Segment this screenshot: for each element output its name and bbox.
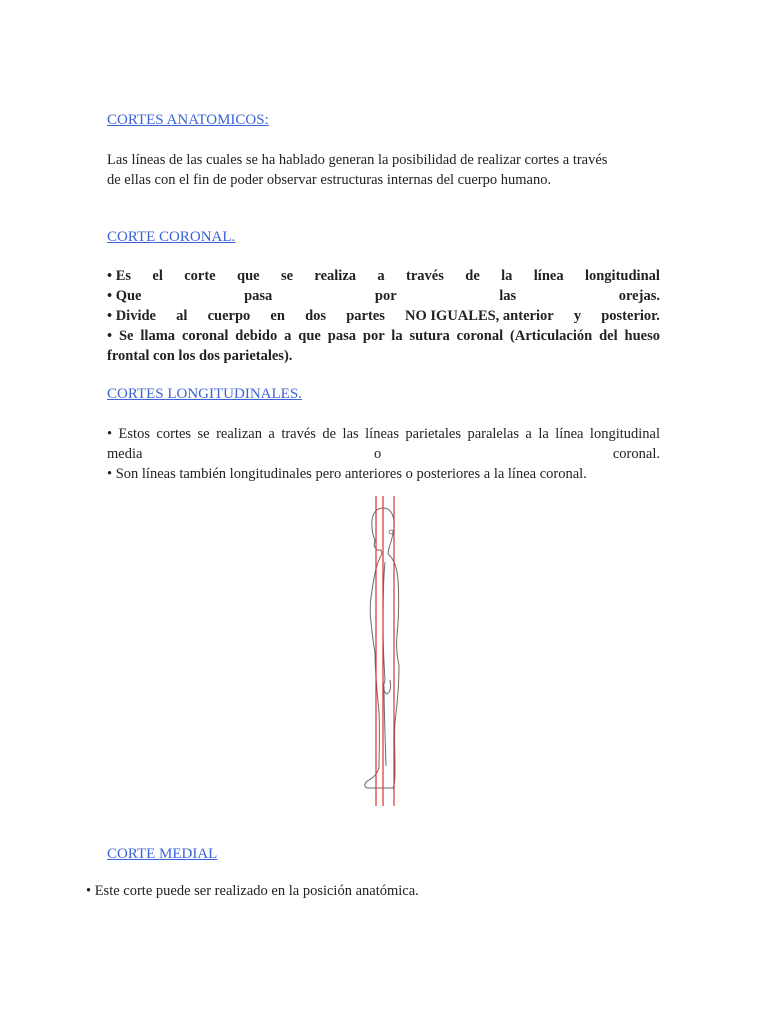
bullet-line — [107, 286, 660, 306]
word: • Que — [107, 288, 142, 304]
word: a — [377, 268, 385, 284]
body-illustration — [353, 496, 411, 806]
word: o — [374, 446, 382, 462]
word: la — [501, 268, 513, 284]
word: y — [573, 308, 582, 324]
paragraph-line: Las líneas de las cuales se ha hablado generan la posibilidad de realizar cortes a través — [107, 152, 608, 168]
word: pasa — [244, 288, 273, 304]
paragraph-line — [107, 444, 660, 464]
word: realiza — [314, 268, 357, 284]
bullet-line — [107, 306, 660, 326]
word: través — [406, 268, 444, 284]
paragraph-cortes-longitudinales — [107, 424, 660, 484]
word: media — [107, 446, 143, 462]
paragraph-corte-medial: • Este corte puede ser realizado en la posición anatómica. — [86, 883, 419, 899]
paragraph-line: • Estos cortes se realizan a través de las líneas parietales paralelas a la línea longitudinal — [107, 426, 660, 442]
word: en — [270, 308, 285, 324]
word: dos — [305, 308, 327, 324]
word: NO IGUALES, anterior — [405, 308, 554, 324]
paragraph-line: • Son líneas también longitudinales pero anteriores o posteriores a la línea coronal. — [107, 466, 587, 482]
word: cuerpo — [207, 308, 251, 324]
word: coronal. — [612, 446, 660, 462]
heading-corte-medial: CORTE MEDIAL — [107, 846, 218, 862]
word: orejas. — [618, 288, 660, 304]
word: posterior. — [601, 308, 660, 324]
word: al — [176, 308, 188, 324]
bullet-line: • Se llama coronal debido a que pasa por la sutura coronal (Articulación del hueso — [107, 328, 660, 344]
word: línea — [533, 268, 564, 284]
word: • Divide — [107, 308, 156, 324]
bullets-corte-coronal — [107, 266, 660, 366]
word: el — [152, 268, 163, 284]
word: de — [465, 268, 480, 284]
bullet-line — [107, 266, 660, 286]
word: • Es — [107, 268, 132, 284]
human-body-sagittal-figure — [353, 496, 411, 806]
bullet-line: frontal con los dos parietales). — [107, 348, 293, 364]
heading-cortes-anatomicos: CORTES ANATOMICOS: — [107, 112, 269, 128]
paragraph-cortes-anatomicos — [107, 150, 660, 190]
word: las — [499, 288, 517, 304]
heading-corte-coronal: CORTE CORONAL. — [107, 229, 236, 245]
word: partes — [346, 308, 385, 324]
word: corte — [184, 268, 216, 284]
word: se — [280, 268, 294, 284]
paragraph-line: de ellas con el fin de poder observar estructuras internas del cuerpo humano. — [107, 172, 552, 188]
word: longitudinal — [584, 268, 660, 284]
heading-cortes-longitudinales: CORTES LONGITUDINALES. — [107, 386, 302, 402]
word: por — [374, 288, 397, 304]
word: que — [237, 268, 260, 284]
